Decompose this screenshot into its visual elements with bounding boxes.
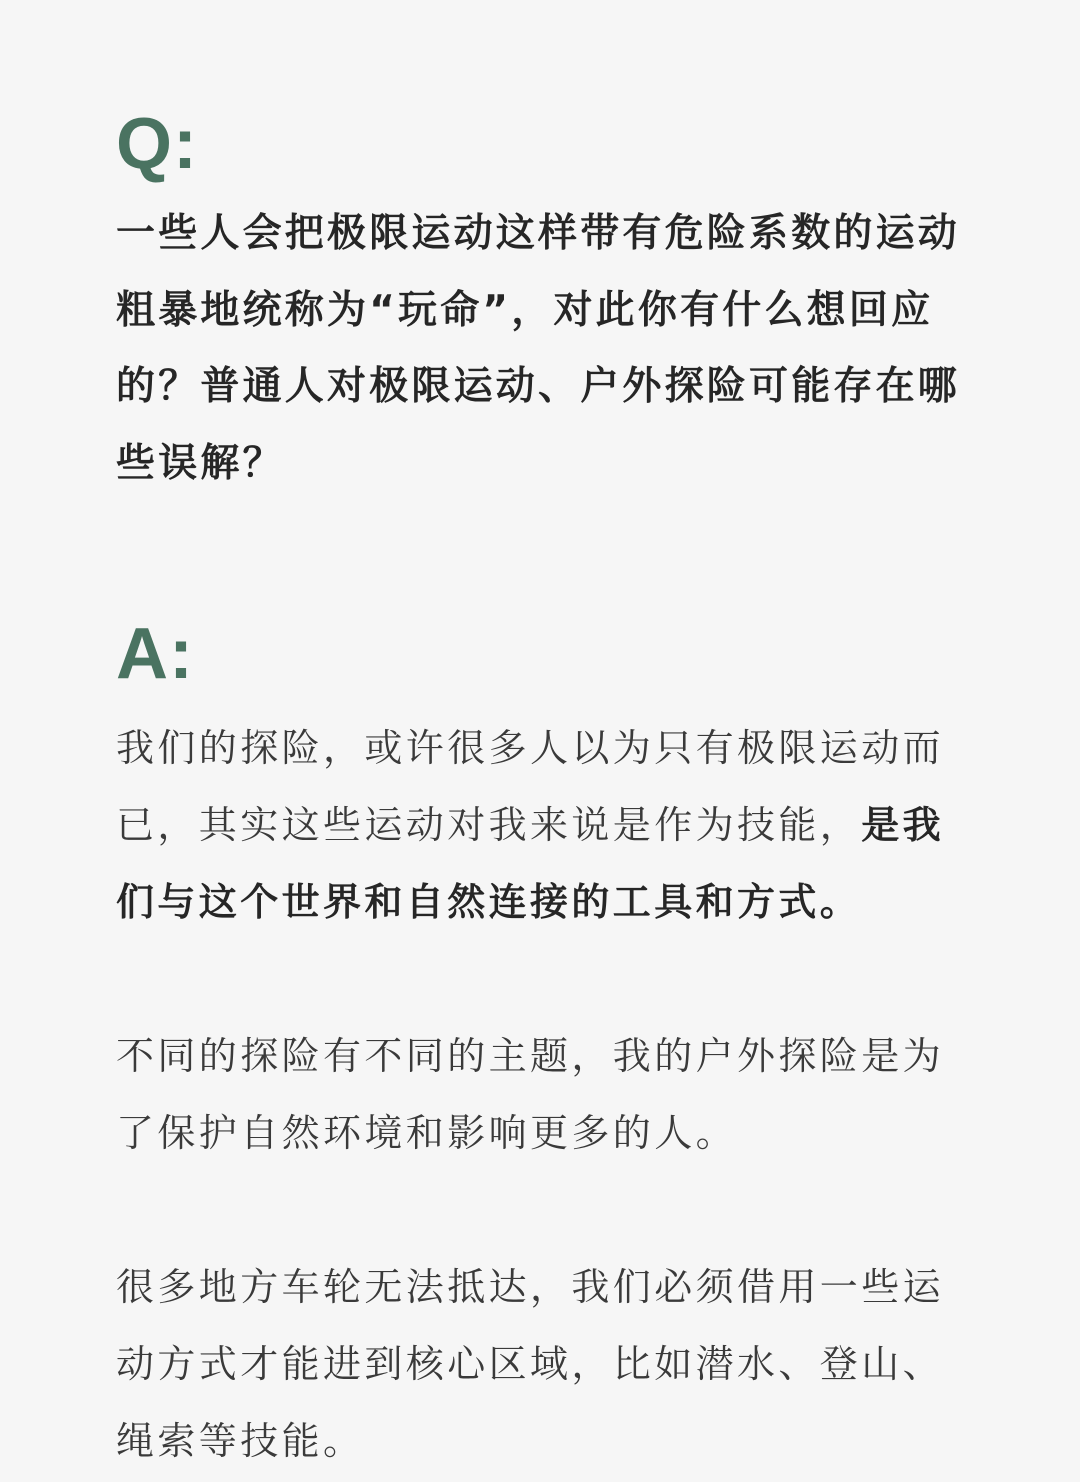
answer-label: A: xyxy=(116,614,194,694)
answer-paragraph-2: 不同的探险有不同的主题，我的户外探险是为了保护自然环境和影响更多的人。 xyxy=(116,1034,945,1155)
answer-paragraph-1-text: 我们的探险，或许很多人以为只有极限运动而已，其实这些运动对我来说是作为技能， xyxy=(116,726,945,847)
answer-paragraph-3: 很多地方车轮无法抵达，我们必须借用一些运动方式才能进到核心区域，比如潜水、登山、绳索等技能。 xyxy=(116,1265,945,1463)
answer-paragraph-1-emphasis: 是我们与这个世界和自然连接的工具和方式。 xyxy=(116,803,945,924)
question-label: Q: xyxy=(116,104,198,184)
answer-paragraph-1 xyxy=(116,710,964,941)
question-text: 一些人会把极限运动这样带有危险系数的运动粗暴地统称为“玩命”，对此你有什么想回应的？普通人对极限运动、户外探险可能存在哪些误解？ xyxy=(116,211,961,486)
